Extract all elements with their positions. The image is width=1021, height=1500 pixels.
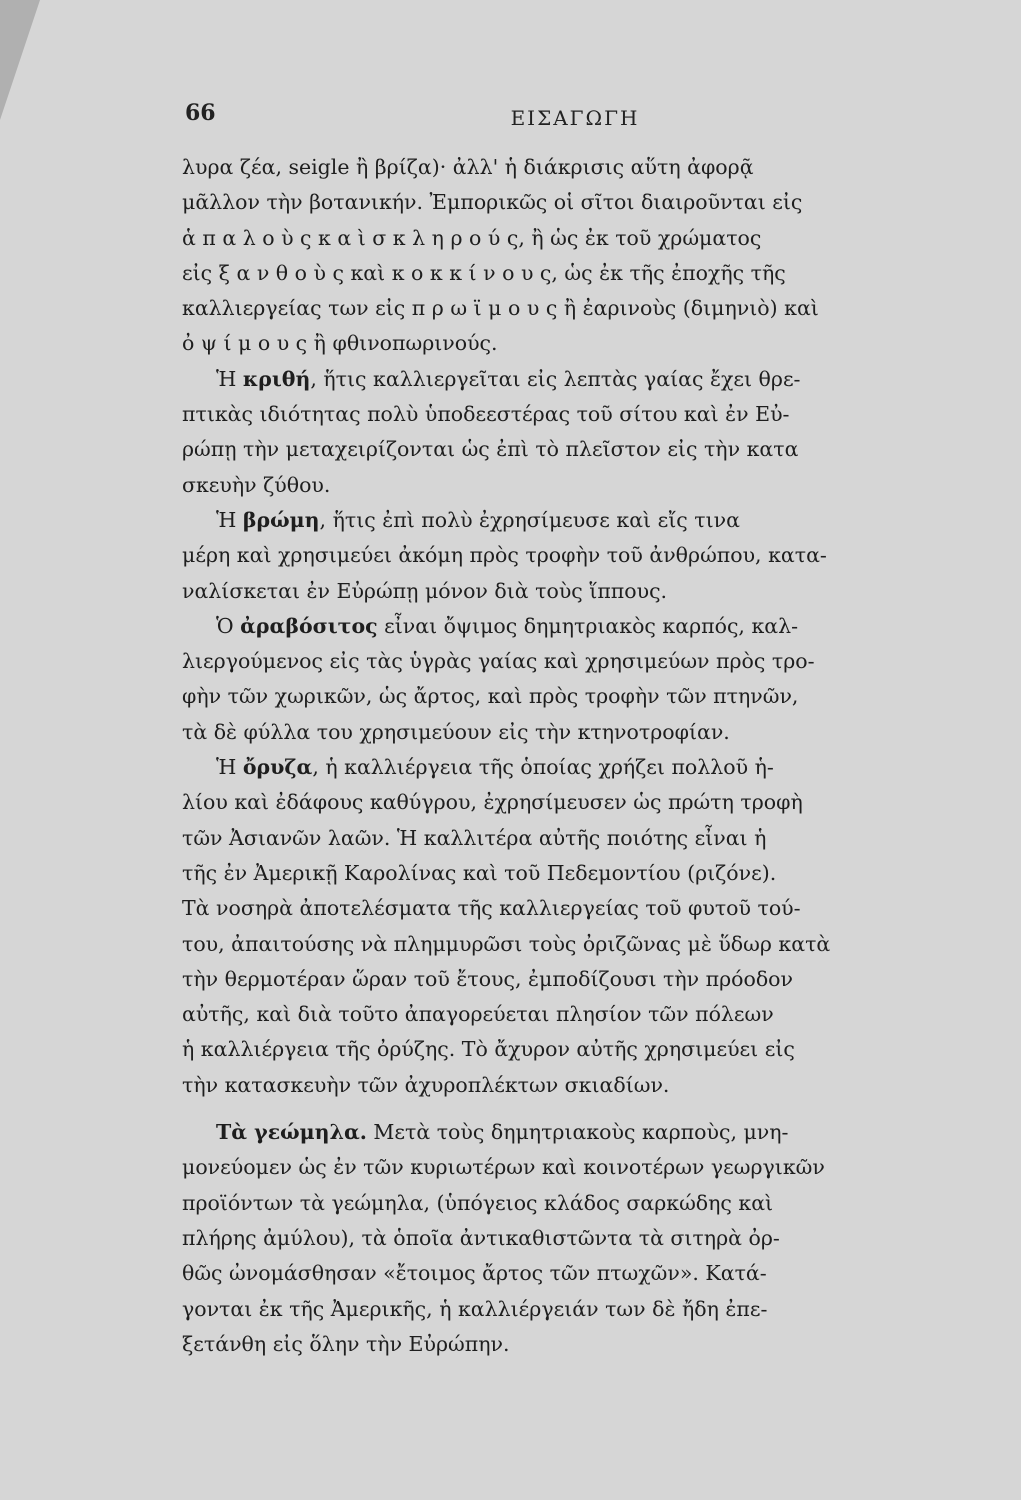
paragraph-term: κριθή xyxy=(242,366,311,391)
text-line: φὴν τῶν χωρικῶν, ὡς ἄρτος, καὶ πρὸς τροφὴν τῶν πτηνῶν, xyxy=(182,684,799,709)
text-line: ὀ ψ ί μ ο υ ς ἢ φθινοπωρινούς. xyxy=(182,331,498,356)
text-line: λυρα ζέα, seigle ἢ βρίζα)· ἀλλ' ἡ διάκρισις αὕτη ἀφορᾷ xyxy=(182,155,754,179)
text-line: τῆς ἐν Ἀμερικῇ Καρολίνας καὶ τοῦ Πεδεμοντίου (ριζόνε). xyxy=(182,860,777,885)
text-line: τὰ δὲ φύλλα του χρησιμεύουν εἰς τὴν κτηνοτροφίαν. xyxy=(182,719,730,744)
text-line: καλλιεργείας των εἰς π ρ ω ϊ μ ο υ ς ἢ ἐαρινοὺς (διμηνιὸ) καὶ xyxy=(182,296,819,321)
text-line: ρώπῃ τὴν μεταχειρίζονται ὡς ἐπὶ τὸ πλεῖστον εἰς τὴν κατα xyxy=(182,437,799,462)
page-header xyxy=(185,100,965,140)
text-line: λιεργούμενος εἰς τὰς ὑγρὰς γαίας καὶ χρησιμεύων πρὸς τρο- xyxy=(182,649,815,674)
text-line: αὐτῆς, καὶ διὰ τοῦτο ἀπαγορεύεται πλησίον τῶν πόλεων xyxy=(182,1002,774,1027)
text-line: ναλίσκεται ἐν Εὐρώπῃ μόνον διὰ τοὺς ἵππους. xyxy=(182,578,668,603)
paragraph-oryza-first-line: Ἡ ὄρυζα, ἡ καλλιέργεια τῆς ὁποίας χρήζει πολλοῦ ἡ- xyxy=(216,755,774,780)
text-line: ξετάνθη εἰς ὅλην τὴν Εὐρώπην. xyxy=(182,1331,510,1356)
text-line: τὴν κατασκευὴν τῶν ἀχυροπλέκτων σκιαδίων. xyxy=(182,1072,670,1097)
text-line: μᾶλλον τὴν βοτανικήν. Ἐμπορικῶς οἱ σῖτοι διαιροῦνται εἰς xyxy=(182,190,803,215)
text-line: του, ἀπαιτούσης νὰ πλημμυρῶσι τοὺς ὀριζῶνας μὲ ὕδωρ κατὰ xyxy=(182,931,831,956)
text-line: προϊόντων τὰ γεώμηλα, (ὑπόγειος κλάδος σαρκώδης καὶ xyxy=(182,1190,774,1215)
text-line: πτικὰς ιδιότητας πολὺ ὑποδεεστέρας τοῦ σίτου καὶ ἐν Εὐ- xyxy=(182,402,790,427)
text-line: μέρη καὶ χρησιμεύει ἀκόμη πρὸς τροφὴν τοῦ ἀνθρώπου, κατα- xyxy=(182,543,827,568)
paragraph-aravositos-first-line: Ὁ ἀραβόσιτος εἶναι ὄψιμος δημητριακὸς καρπός, καλ- xyxy=(216,613,799,638)
paragraph-term: Τὰ γεώμηλα. xyxy=(216,1120,367,1145)
text-line: εἰς ξ α ν θ ο ὺ ς καὶ κ ο κ κ ί ν ο υ ς, ὡς ἐκ τῆς ἐποχῆς τῆς xyxy=(182,260,786,285)
text-line: ἡ καλλιέργεια τῆς ὀρύζης. Τὸ ἄχυρον αὐτῆς χρησιμεύει εἰς xyxy=(182,1037,795,1062)
text-line: πλήρης ἀμύλου), τὰ ὁποῖα ἀντικαθιστῶντα τὰ σιτηρὰ ὀρ- xyxy=(182,1225,780,1250)
text-line: τῶν Ἀσιανῶν λαῶν. Ἡ καλλιτέρα αὐτῆς ποιότης εἶναι ἡ xyxy=(182,825,767,850)
running-head: ΕΙΣΑΓΩΓΗ xyxy=(510,106,640,130)
paragraph-term: ἀραβόσιτος xyxy=(240,613,378,638)
text-line: λίου καὶ ἐδάφους καθύγρου, ἐχρησίμευσεν ὡς πρώτη τροφὴ xyxy=(182,790,803,815)
paragraph-krithi-first-line: Ἡ κριθή, ἥτις καλλιεργεῖται εἰς λεπτὰς γαίας ἔχει θρε- xyxy=(216,366,801,391)
page-body xyxy=(182,150,972,1362)
page-corner-shadow xyxy=(0,0,40,120)
paragraph-term: ὄρυζα xyxy=(242,755,313,780)
text-line: ἁ π α λ ο ὺ ς κ α ὶ σ κ λ η ρ ο ύ ς, ἢ ὡς ἐκ τοῦ χρώματος xyxy=(182,225,762,250)
paragraph-term: βρώμη xyxy=(242,507,320,532)
text-line: Τὰ νοσηρὰ ἀποτελέσματα τῆς καλλιεργείας τοῦ φυτοῦ τού- xyxy=(182,896,801,921)
text-line: μονεύομεν ὡς ἐν τῶν κυριωτέρων καὶ κοινοτέρων γεωργικῶν xyxy=(182,1155,825,1180)
page-number: 66 xyxy=(185,100,216,126)
text-line: θῶς ὠνομάσθησαν «ἔτοιμος ἄρτος τῶν πτωχῶν». Κατά- xyxy=(182,1261,767,1286)
text-line: γονται ἐκ τῆς Ἀμερικῆς, ἡ καλλιέργειάν των δὲ ἤδη ἐπε- xyxy=(182,1296,768,1321)
text-line: τὴν θερμοτέραν ὥραν τοῦ ἔτους, ἐμποδίζουσι τὴν πρόοδον xyxy=(182,966,793,991)
text-line: σκευὴν ζύθου. xyxy=(182,472,331,497)
paragraph-vromi-first-line: Ἡ βρώμη, ἥτις ἐπὶ πολὺ ἐχρησίμευσε καὶ εἴς τινα xyxy=(216,507,740,532)
section-geomila-first-line: Τὰ γεώμηλα. Μετὰ τοὺς δημητριακοὺς καρποὺς, μνη- xyxy=(216,1120,789,1145)
